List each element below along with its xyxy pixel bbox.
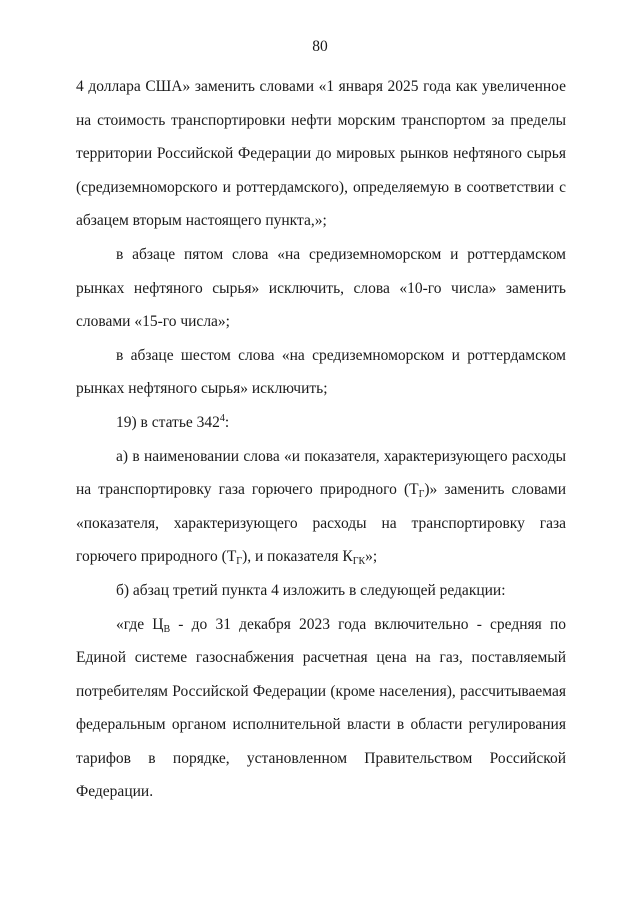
paragraph-5-text-3: ), и показателя К bbox=[242, 548, 353, 566]
paragraph-5-text-2: )» заменить словами «показателя, характеризующего расходы на транспортировку газа горючего природного (Т bbox=[76, 481, 566, 566]
paragraph-6: б) абзац третий пункта 4 изложить в следующей редакции: bbox=[116, 581, 506, 599]
document-body bbox=[76, 70, 566, 809]
paragraph-2: в абзаце пятом слова «на средиземноморском и роттердамском рынках нефтяного сырья» исключить, слова «10-го числа» заменить словами «15-го числа»; bbox=[76, 245, 566, 331]
paragraph-4-text: 19) в статье 342 bbox=[116, 413, 220, 431]
page-number: 80 bbox=[312, 38, 328, 55]
subscript-g-2: Г bbox=[236, 556, 243, 568]
paragraph-4-colon: : bbox=[224, 413, 230, 431]
paragraph-5-text-4: »; bbox=[365, 548, 378, 566]
paragraph-3: в абзаце шестом слова «на средиземноморском и роттердамском рынках нефтяного сырья» исключить; bbox=[76, 346, 566, 398]
paragraph-7 bbox=[76, 608, 566, 810]
paragraph-5 bbox=[76, 440, 566, 574]
subscript-gk: ГК bbox=[352, 556, 366, 568]
paragraph-5-text-1: а) в наименовании слова «и показателя, характеризующего расходы на транспортировку газа горючего природного (Т bbox=[76, 447, 566, 499]
paragraph-1: 4 доллара США» заменить словами «1 января 2025 года как увеличенное на стоимость транспортировки нефти морским транспортом за пределы территории Российской Федерации до мировых рынков нефтяного сырья (средиземноморского и роттердамского), определяемую в соответствии с абзацем вторым настоящего пункта,»; bbox=[76, 78, 566, 230]
paragraph-4 bbox=[76, 406, 566, 440]
paragraph-7-text-2: - до 31 декабря 2023 года включительно - средняя по Единой системе газоснабжения расчетная цена на газ, поставляемый потребителям Российской Федерации (кроме населения), рассчитываемая федеральным органом исполнительной власти в области регулирования тарифов в порядке, установленном Правительством Российской Федерации. bbox=[76, 615, 566, 801]
subscript-v: В bbox=[163, 623, 171, 635]
paragraph-7-text-1: «где Ц bbox=[116, 615, 164, 633]
article-superscript: 4 bbox=[219, 412, 225, 424]
subscript-g-1: Г bbox=[418, 489, 425, 501]
